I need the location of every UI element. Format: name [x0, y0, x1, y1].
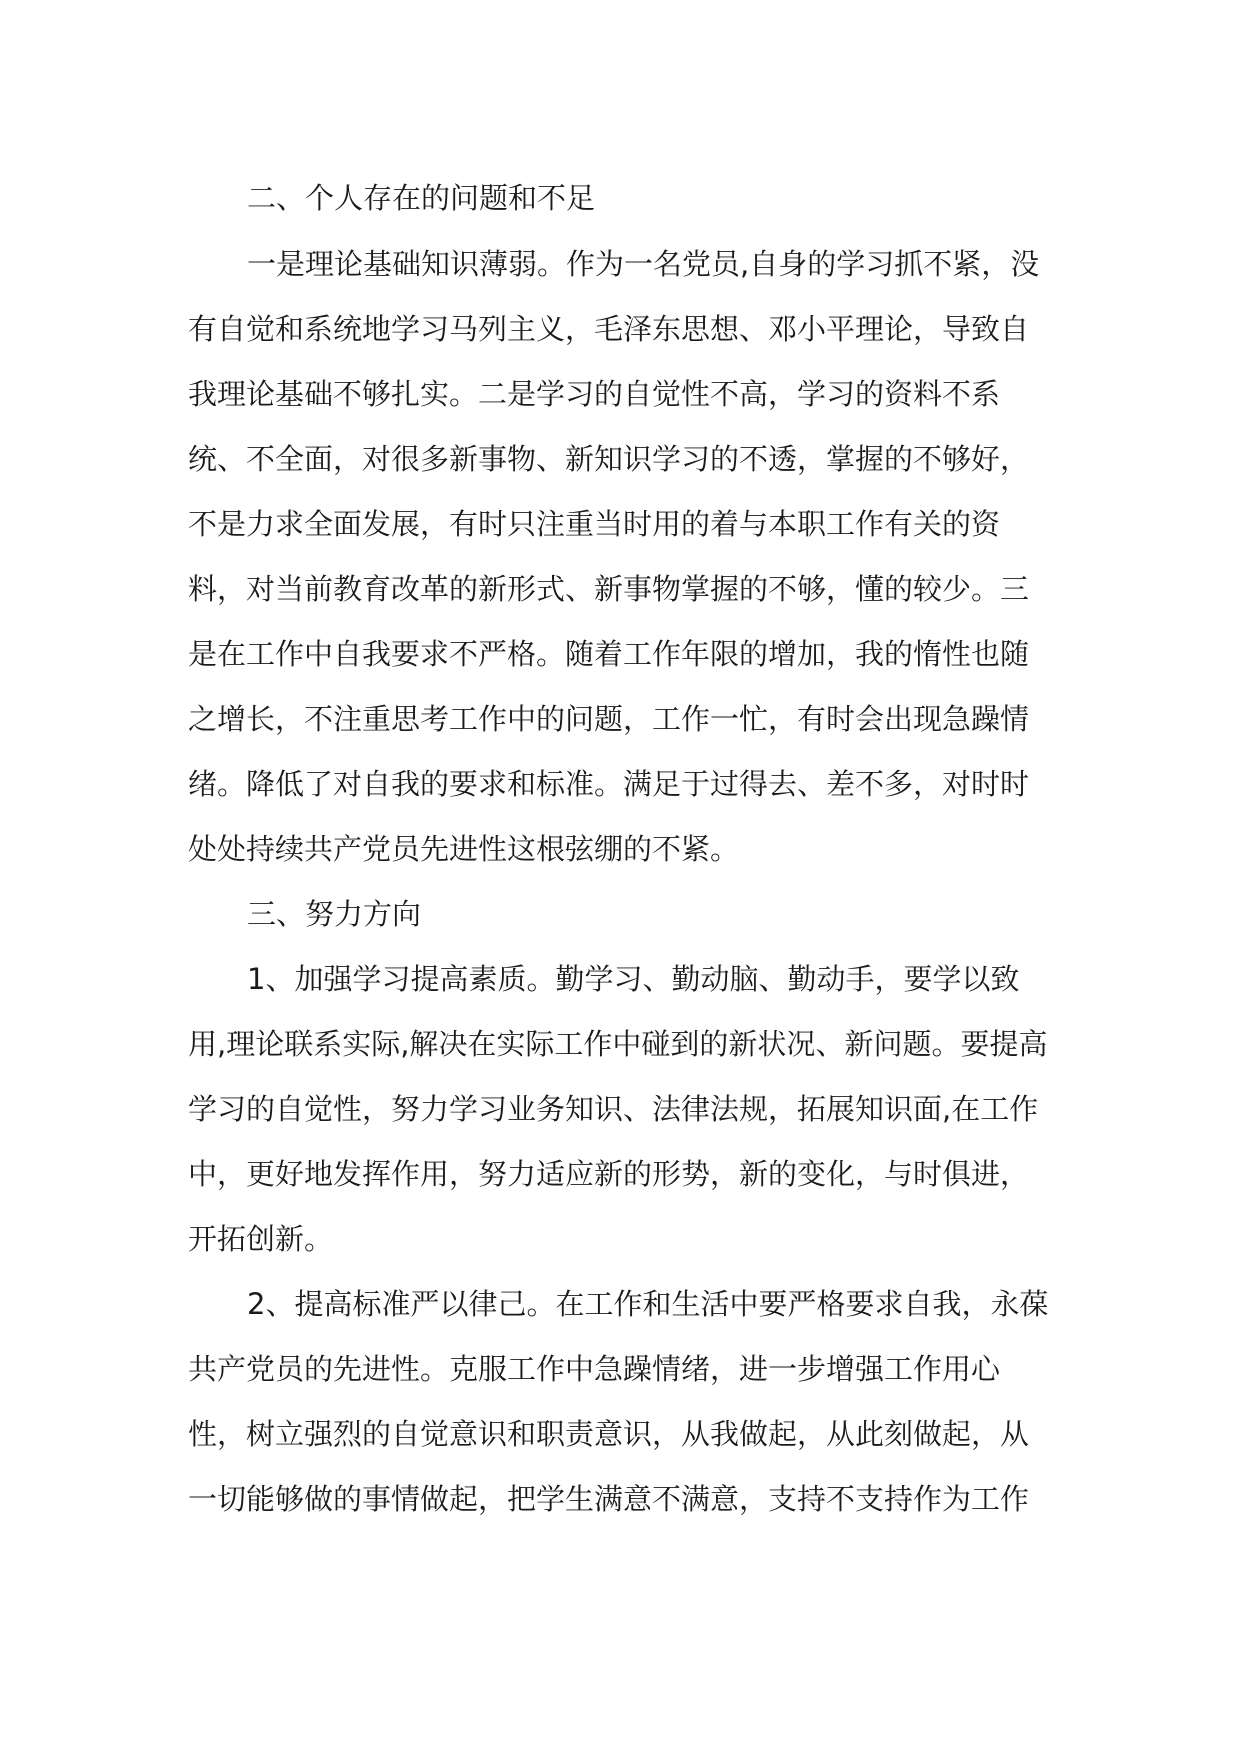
paragraph-line: 2、提高标准严以律己。在工作和生活中要严格要求自我，永葆	[247, 1287, 1049, 1321]
paragraph-line: 之增长，不注重思考工作中的问题，工作一忙，有时会出现急躁情	[188, 702, 1030, 736]
paragraph-line: 我理论基础不够扎实。二是学习的自觉性不高，学习的资料不系	[188, 377, 1001, 411]
paragraph-line: 性，树立强烈的自觉意识和职责意识，从我做起，从此刻做起，从	[188, 1417, 1030, 1451]
paragraph-line: 一是理论基础知识薄弱。作为一名党员,自身的学习抓不紧，没	[247, 247, 1040, 281]
section-heading-direction: 三、努力方向	[247, 897, 422, 931]
paragraph-line: 料，对当前教育改革的新形式、新事物掌握的不够，懂的较少。三	[188, 572, 1030, 606]
section-heading-problems: 二、个人存在的问题和不足	[247, 181, 596, 215]
paragraph-line: 是在工作中自我要求不严格。随着工作年限的增加，我的惰性也随	[188, 637, 1030, 671]
paragraph-line: 有自觉和系统地学习马列主义，毛泽东思想、邓小平理论，导致自	[188, 312, 1030, 346]
paragraph-line: 不是力求全面发展，有时只注重当时用的着与本职工作有关的资	[188, 507, 1001, 541]
paragraph-line: 学习的自觉性，努力学习业务知识、法律法规，拓展知识面,在工作	[188, 1092, 1039, 1126]
paragraph-line: 中，更好地发挥作用，努力适应新的形势，新的变化，与时俱进，	[188, 1157, 1030, 1191]
paragraph-line: 开拓创新。	[188, 1222, 334, 1256]
paragraph-line: 统、不全面，对很多新事物、新知识学习的不透，掌握的不够好，	[188, 442, 1030, 476]
paragraph-line: 绪。降低了对自我的要求和标准。满足于过得去、差不多，对时时	[188, 767, 1030, 801]
paragraph-line: 共产党员的先进性。克服工作中急躁情绪，进一步增强工作用心	[188, 1352, 1001, 1386]
paragraph-line: 1、加强学习提高素质。勤学习、勤动脑、勤动手，要学以致	[247, 962, 1020, 996]
paragraph-line: 处处持续共产党员先进性这根弦绷的不紧。	[188, 832, 740, 866]
paragraph-line: 一切能够做的事情做起，把学生满意不满意，支持不支持作为工作	[188, 1482, 1030, 1516]
paragraph-line: 用,理论联系实际,解决在实际工作中碰到的新状况、新问题。要提高	[188, 1027, 1048, 1061]
